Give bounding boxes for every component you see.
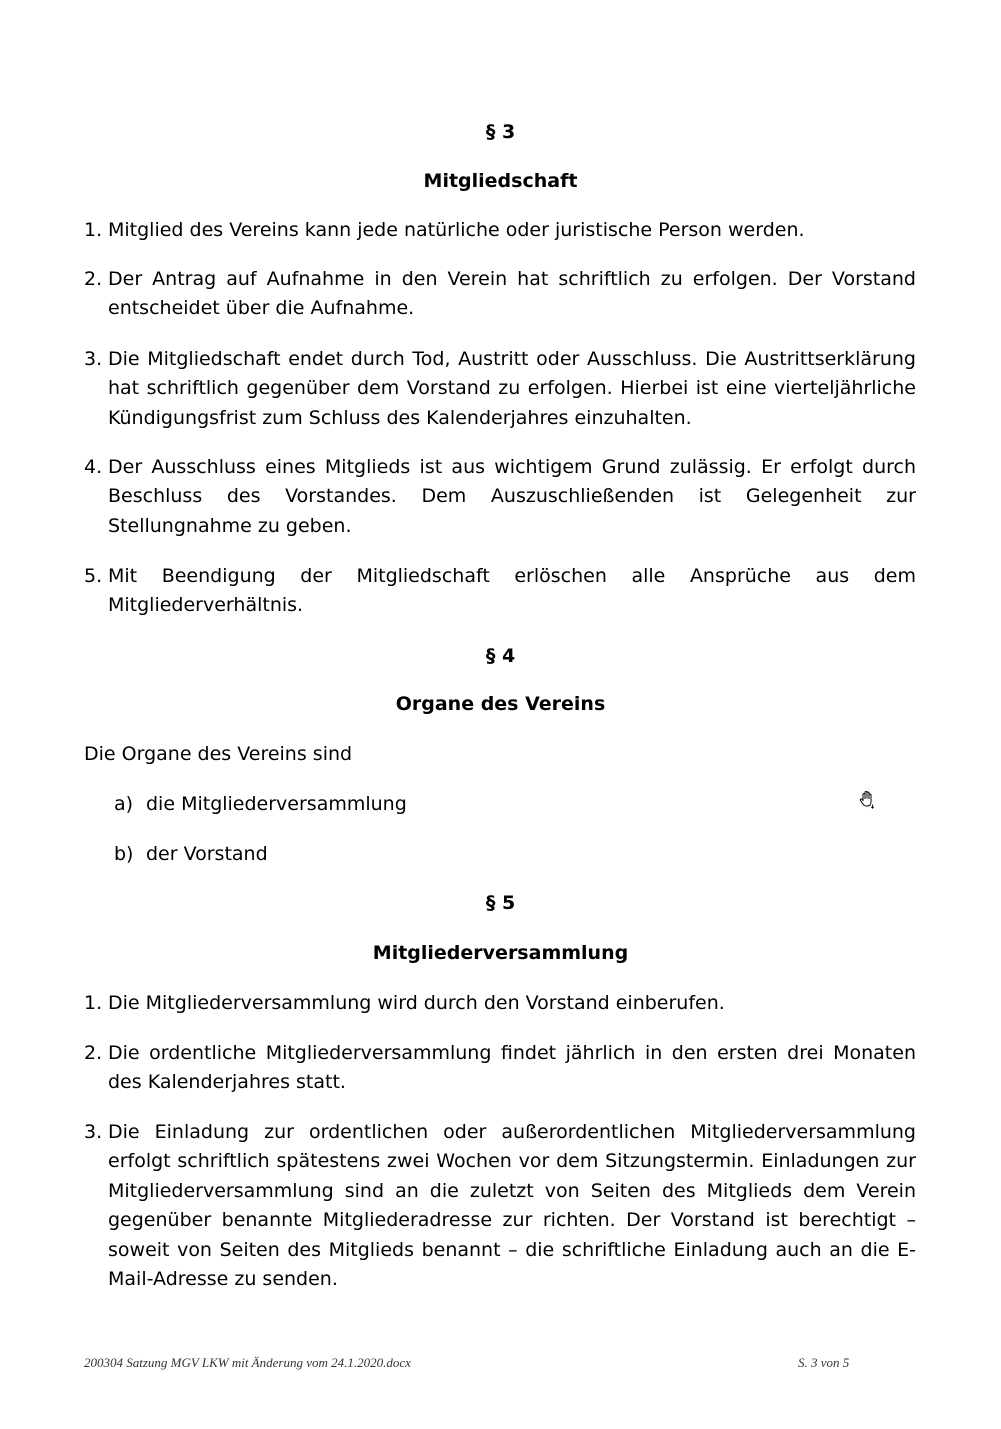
section-3-item-4	[84, 453, 916, 541]
item-number: 1.	[84, 992, 103, 1014]
item-text: Die Mitgliederversammlung wird durch den Vorstand einberufen.	[108, 992, 725, 1014]
section-4-intro: Die Organe des Vereins sind	[84, 743, 353, 765]
section-4-number: § 4	[485, 645, 516, 667]
item-text: der Vorstand	[146, 843, 268, 865]
item-letter: b)	[114, 843, 134, 865]
item-number: 5.	[84, 565, 103, 587]
footer-page-number: S. 3 von 5	[798, 1355, 850, 1370]
section-5-item-2	[84, 1039, 916, 1098]
section-5-item-1	[84, 989, 916, 1018]
section-3-number: § 3	[485, 121, 516, 143]
item-number: 3.	[84, 348, 103, 370]
item-number: 3.	[84, 1121, 103, 1143]
item-text: Mitglied des Vereins kann jede natürliche oder juristische Person werden.	[108, 219, 805, 241]
section-3-item-2	[84, 265, 916, 324]
section-3-item-1	[84, 216, 916, 245]
item-text: Die Mitgliedschaft endet durch Tod, Austritt oder Ausschluss. Die Austrittserklärung hat schriftlich gegenüber dem Vorstand zu erfolgen. Hierbei ist eine vierteljährliche Kündigungsfrist zum Schluss des Kalenderjahres einzuhalten.	[108, 348, 916, 429]
section-4-item-a	[114, 790, 407, 819]
item-letter: a)	[114, 793, 134, 815]
item-number: 4.	[84, 456, 103, 478]
section-5-number: § 5	[485, 892, 516, 914]
footer-filename: 200304 Satzung MGV LKW mit Änderung vom 24.1.2020.docx	[84, 1355, 411, 1370]
section-4-item-b	[114, 840, 268, 869]
section-3-item-5	[84, 562, 916, 621]
item-text: Der Antrag auf Aufnahme in den Verein hat schriftlich zu erfolgen. Der Vorstand entscheidet über die Aufnahme.	[108, 268, 916, 320]
item-text: die Mitgliederversammlung	[146, 793, 407, 815]
item-text: Die Einladung zur ordentlichen oder außerordentlichen Mitgliederversammlung erfolgt schriftlich spätestens zwei Wochen vor dem Sitzungstermin. Einladungen zur Mitgliederversammlung sind an die zuletzt von Seiten des Mitglieds dem Verein gegenüber benannte Mitgliederadresse zur richten. Der Vorstand ist berechtigt – soweit von Seiten des Mitglieds benannt – die schriftliche Einladung auch an die E-Mail-Adresse zu senden.	[108, 1121, 916, 1291]
item-text: Die ordentliche Mitgliederversammlung findet jährlich in den ersten drei Monaten des Kalenderjahres statt.	[108, 1042, 916, 1094]
section-5-item-3	[84, 1118, 916, 1294]
item-number: 2.	[84, 1042, 103, 1064]
section-3-item-3	[84, 345, 916, 433]
section-4-title: Organe des Vereins	[395, 693, 606, 715]
item-text: Der Ausschluss eines Mitglieds ist aus wichtigem Grund zulässig. Er erfolgt durch Beschluss des Vorstandes. Dem Auszuschließenden ist Gelegenheit zur Stellungnahme zu geben.	[108, 456, 916, 537]
item-number: 1.	[84, 219, 103, 241]
section-5-title: Mitgliederversammlung	[372, 942, 629, 964]
item-text: Mit Beendigung der Mitgliedschaft erlöschen alle Ansprüche aus dem Mitgliederverhältnis.	[108, 565, 916, 617]
item-number: 2.	[84, 268, 103, 290]
hand-cursor-icon	[857, 789, 877, 809]
section-3-title: Mitgliedschaft	[423, 170, 578, 192]
